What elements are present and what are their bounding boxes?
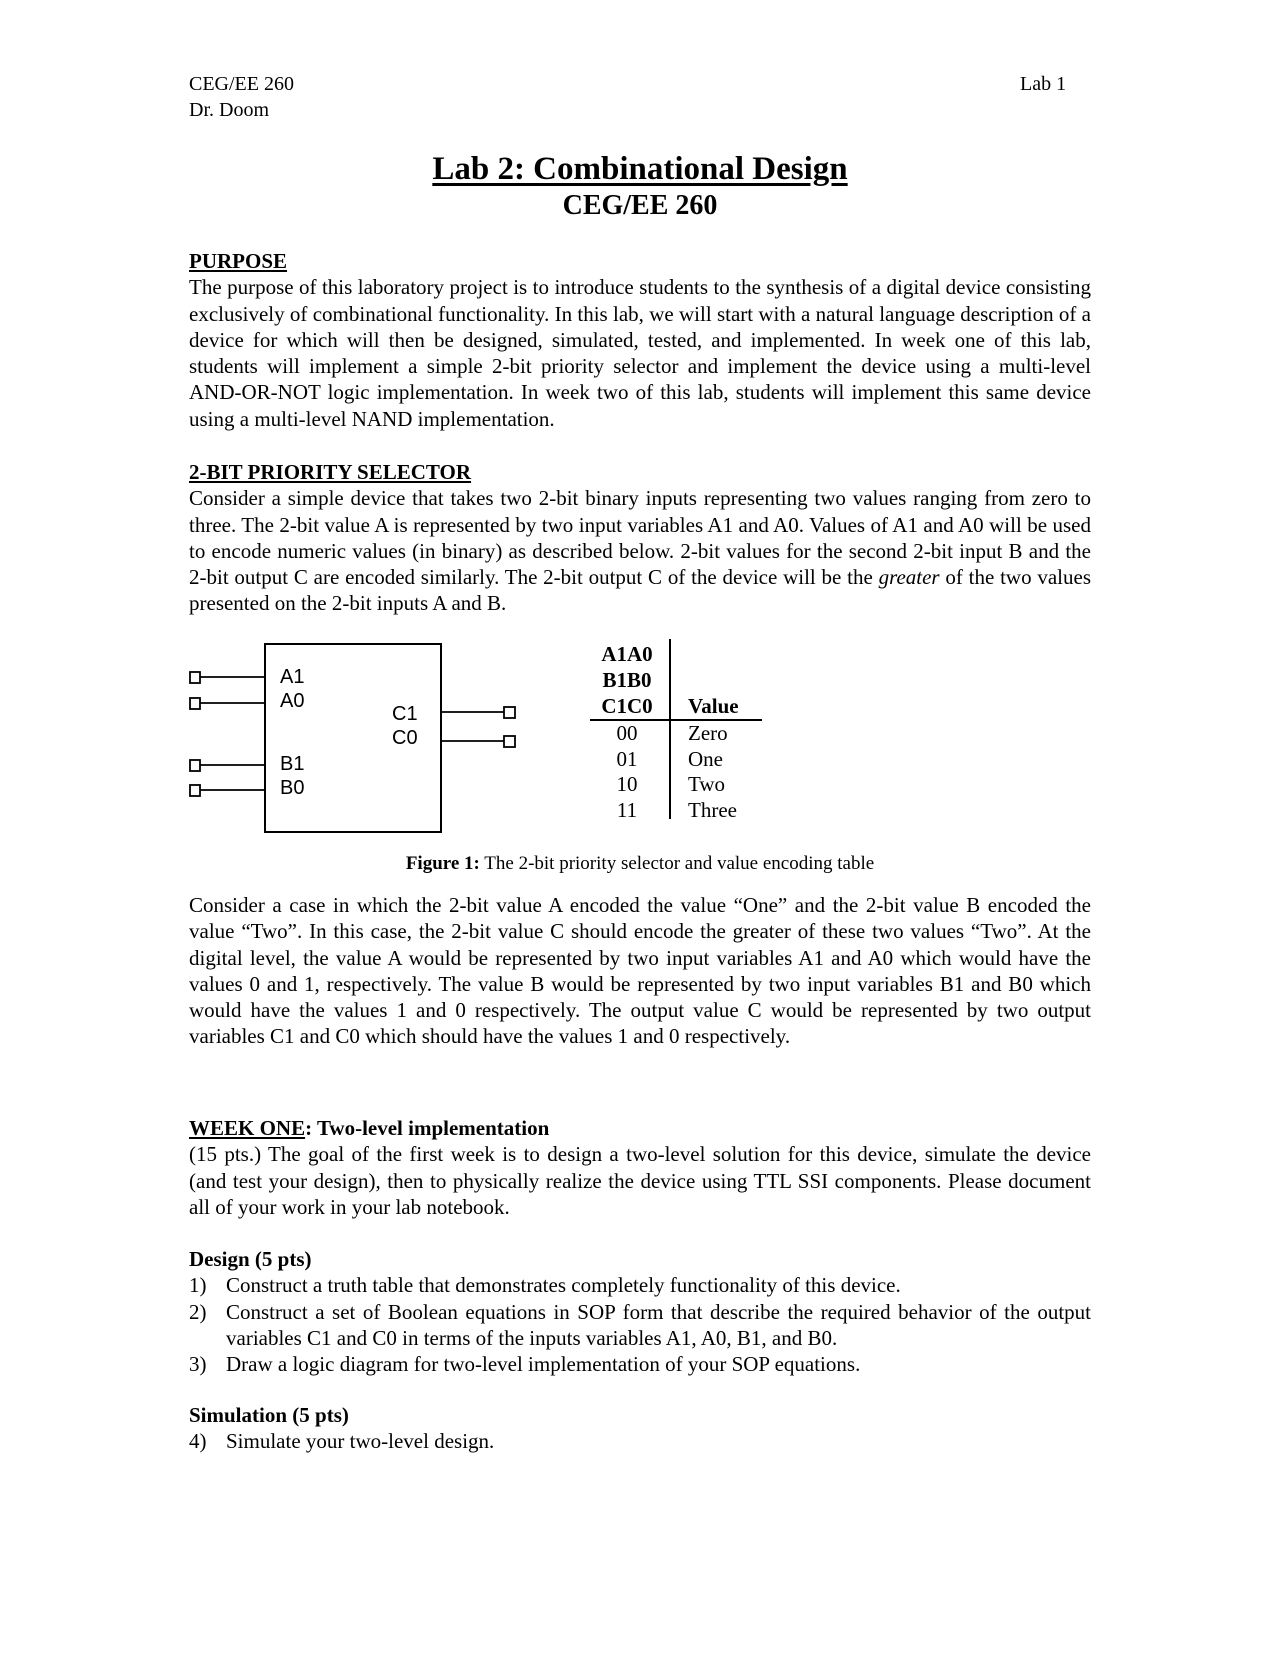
list-item <box>189 1272 1091 1298</box>
header-course: CEG/EE 260 <box>189 73 294 95</box>
table-row-code: 01 <box>616 746 638 771</box>
selector-text-before: Consider a simple device that takes two 2-bit binary inputs representing two values ranging from zero to three. The 2-bit value A is represented by two input variables A1 and A0. Values of A1 and A0 will be used to encode numeric values (in binary) as described below. 2-bit values for the second 2-bit input B and the 2-bit output C are encoded similarly. The 2-bit output C of the device will be the <box>189 486 1091 590</box>
input-a1-pin <box>190 672 200 683</box>
figure-caption-text: The 2-bit priority selector and value encoding table <box>479 853 875 874</box>
table-vertical-rule <box>669 639 671 819</box>
week-one-text: (15 pts.) The goal of the first week is to design a two-level solution for this device, simulate the device (and test your design), then to physically realize the device using TTL SSI components. Please document all of your work in your lab notebook. <box>189 1142 1091 1219</box>
table-row-value: One <box>688 746 723 771</box>
example-text: Consider a case in which the 2-bit value A encoded the value “One” and the 2-bit value B encoded the value “Two”. In this case, the 2-bit value C should encode the greater of these two values “Two”. At the digital level, the value A would be represented by two input variables A1 and A0 which would have the values 0 and 1, respectively. The value B would be represented by two input variables B1 and B0 which would have the values 1 and 0 respectively. The output value C would be represented by two output variables C1 and C0 which should have the values 1 and 0 respectively. <box>189 893 1091 1049</box>
selector-text-emphasis: greater <box>878 565 940 590</box>
list-item-text: Construct a truth table that demonstrates completely functionality of this device. <box>226 1273 901 1298</box>
label-c1: C1 <box>392 703 418 725</box>
list-item <box>189 1428 1091 1454</box>
selector-section <box>189 459 1091 617</box>
page-title: Lab 2: Combinational Design <box>432 151 848 187</box>
input-a0-pin <box>190 698 200 709</box>
table-header-c: C1C0 <box>601 694 653 718</box>
list-item-text: Construct a set of Boolean equations in SOP form that describe the required behavior of the output variables C1 and C0 in terms of the inputs variables A1, A0, B1, and B0. <box>226 1299 1091 1350</box>
example-section <box>189 892 1091 1050</box>
encoding-table <box>590 639 780 829</box>
purpose-text: The purpose of this laboratory project is to introduce students to the synthesis of a digital device consisting exclusively of combinational functionality. In this lab, we will start with a natural language description of a device for which will then be designed, simulated, tested, and implemented. In week one of this lab, students will implement a simple 2-bit priority selector and implement the device using a multi-level AND-OR-NOT logic implementation. In week two of this lab, students will implement this same device using a multi-level NAND implementation. <box>189 275 1091 431</box>
design-section <box>189 1246 1091 1377</box>
list-item-number: 3) <box>189 1352 207 1377</box>
table-row-code: 00 <box>616 721 638 745</box>
table-row-value: Zero <box>688 721 728 745</box>
page-subtitle: CEG/EE 260 <box>562 190 718 221</box>
list-item-number: 1) <box>189 1273 207 1298</box>
figure-caption <box>0 853 1280 875</box>
output-c1-pin <box>504 707 515 718</box>
input-b0-pin <box>190 785 200 796</box>
table-rows-codes <box>592 721 662 823</box>
header-lab-tag: Lab 1 <box>1020 73 1067 95</box>
simulation-heading: Simulation (5 pts) <box>189 1403 349 1427</box>
list-item-text: Draw a logic diagram for two-level implementation of your SOP equations. <box>226 1352 861 1377</box>
purpose-section <box>189 248 1091 432</box>
table-row-code: 11 <box>616 797 638 822</box>
header-instructor: Dr. Doom <box>189 99 269 121</box>
design-steps <box>189 1272 1091 1377</box>
week-one-heading <box>189 1115 1091 1141</box>
label-c0: C0 <box>392 727 418 749</box>
output-c0-pin <box>504 736 515 747</box>
week-one-heading-rest: : Two-level implementation <box>305 1116 550 1140</box>
selector-heading: 2-BIT PRIORITY SELECTOR <box>189 460 472 484</box>
list-item-number: 4) <box>189 1429 207 1454</box>
week-one-heading-label: WEEK ONE <box>189 1116 306 1140</box>
design-heading: Design (5 pts) <box>189 1247 312 1271</box>
table-row-value: Two <box>688 772 726 796</box>
input-b1-pin <box>190 760 200 771</box>
table-row-value: Three <box>688 797 737 822</box>
table-header-value: Value <box>688 694 739 718</box>
label-b1: B1 <box>280 753 305 775</box>
list-item <box>189 1299 1091 1352</box>
table-header-a: A1A0 <box>601 642 653 666</box>
selector-text-after: of the two values presented on the 2-bit inputs A and B. <box>189 565 1091 616</box>
list-item-number: 2) <box>189 1299 207 1324</box>
list-item-text: Simulate your two-level design. <box>226 1429 495 1454</box>
table-header-b: B1B0 <box>602 668 652 692</box>
block-diagram <box>180 640 530 840</box>
week-one-section <box>189 1115 1091 1220</box>
purpose-heading: PURPOSE <box>189 249 288 273</box>
simulation-section <box>189 1402 1091 1455</box>
table-row-code: 10 <box>616 772 638 796</box>
figure-caption-label: Figure 1: <box>405 853 480 874</box>
selector-text <box>189 485 1091 616</box>
list-item <box>189 1351 1091 1377</box>
table-rows-values <box>688 721 737 823</box>
simulation-steps <box>189 1428 1091 1454</box>
label-a1: A1 <box>280 666 305 688</box>
label-a0: A0 <box>280 690 305 712</box>
label-b0: B0 <box>280 777 305 799</box>
